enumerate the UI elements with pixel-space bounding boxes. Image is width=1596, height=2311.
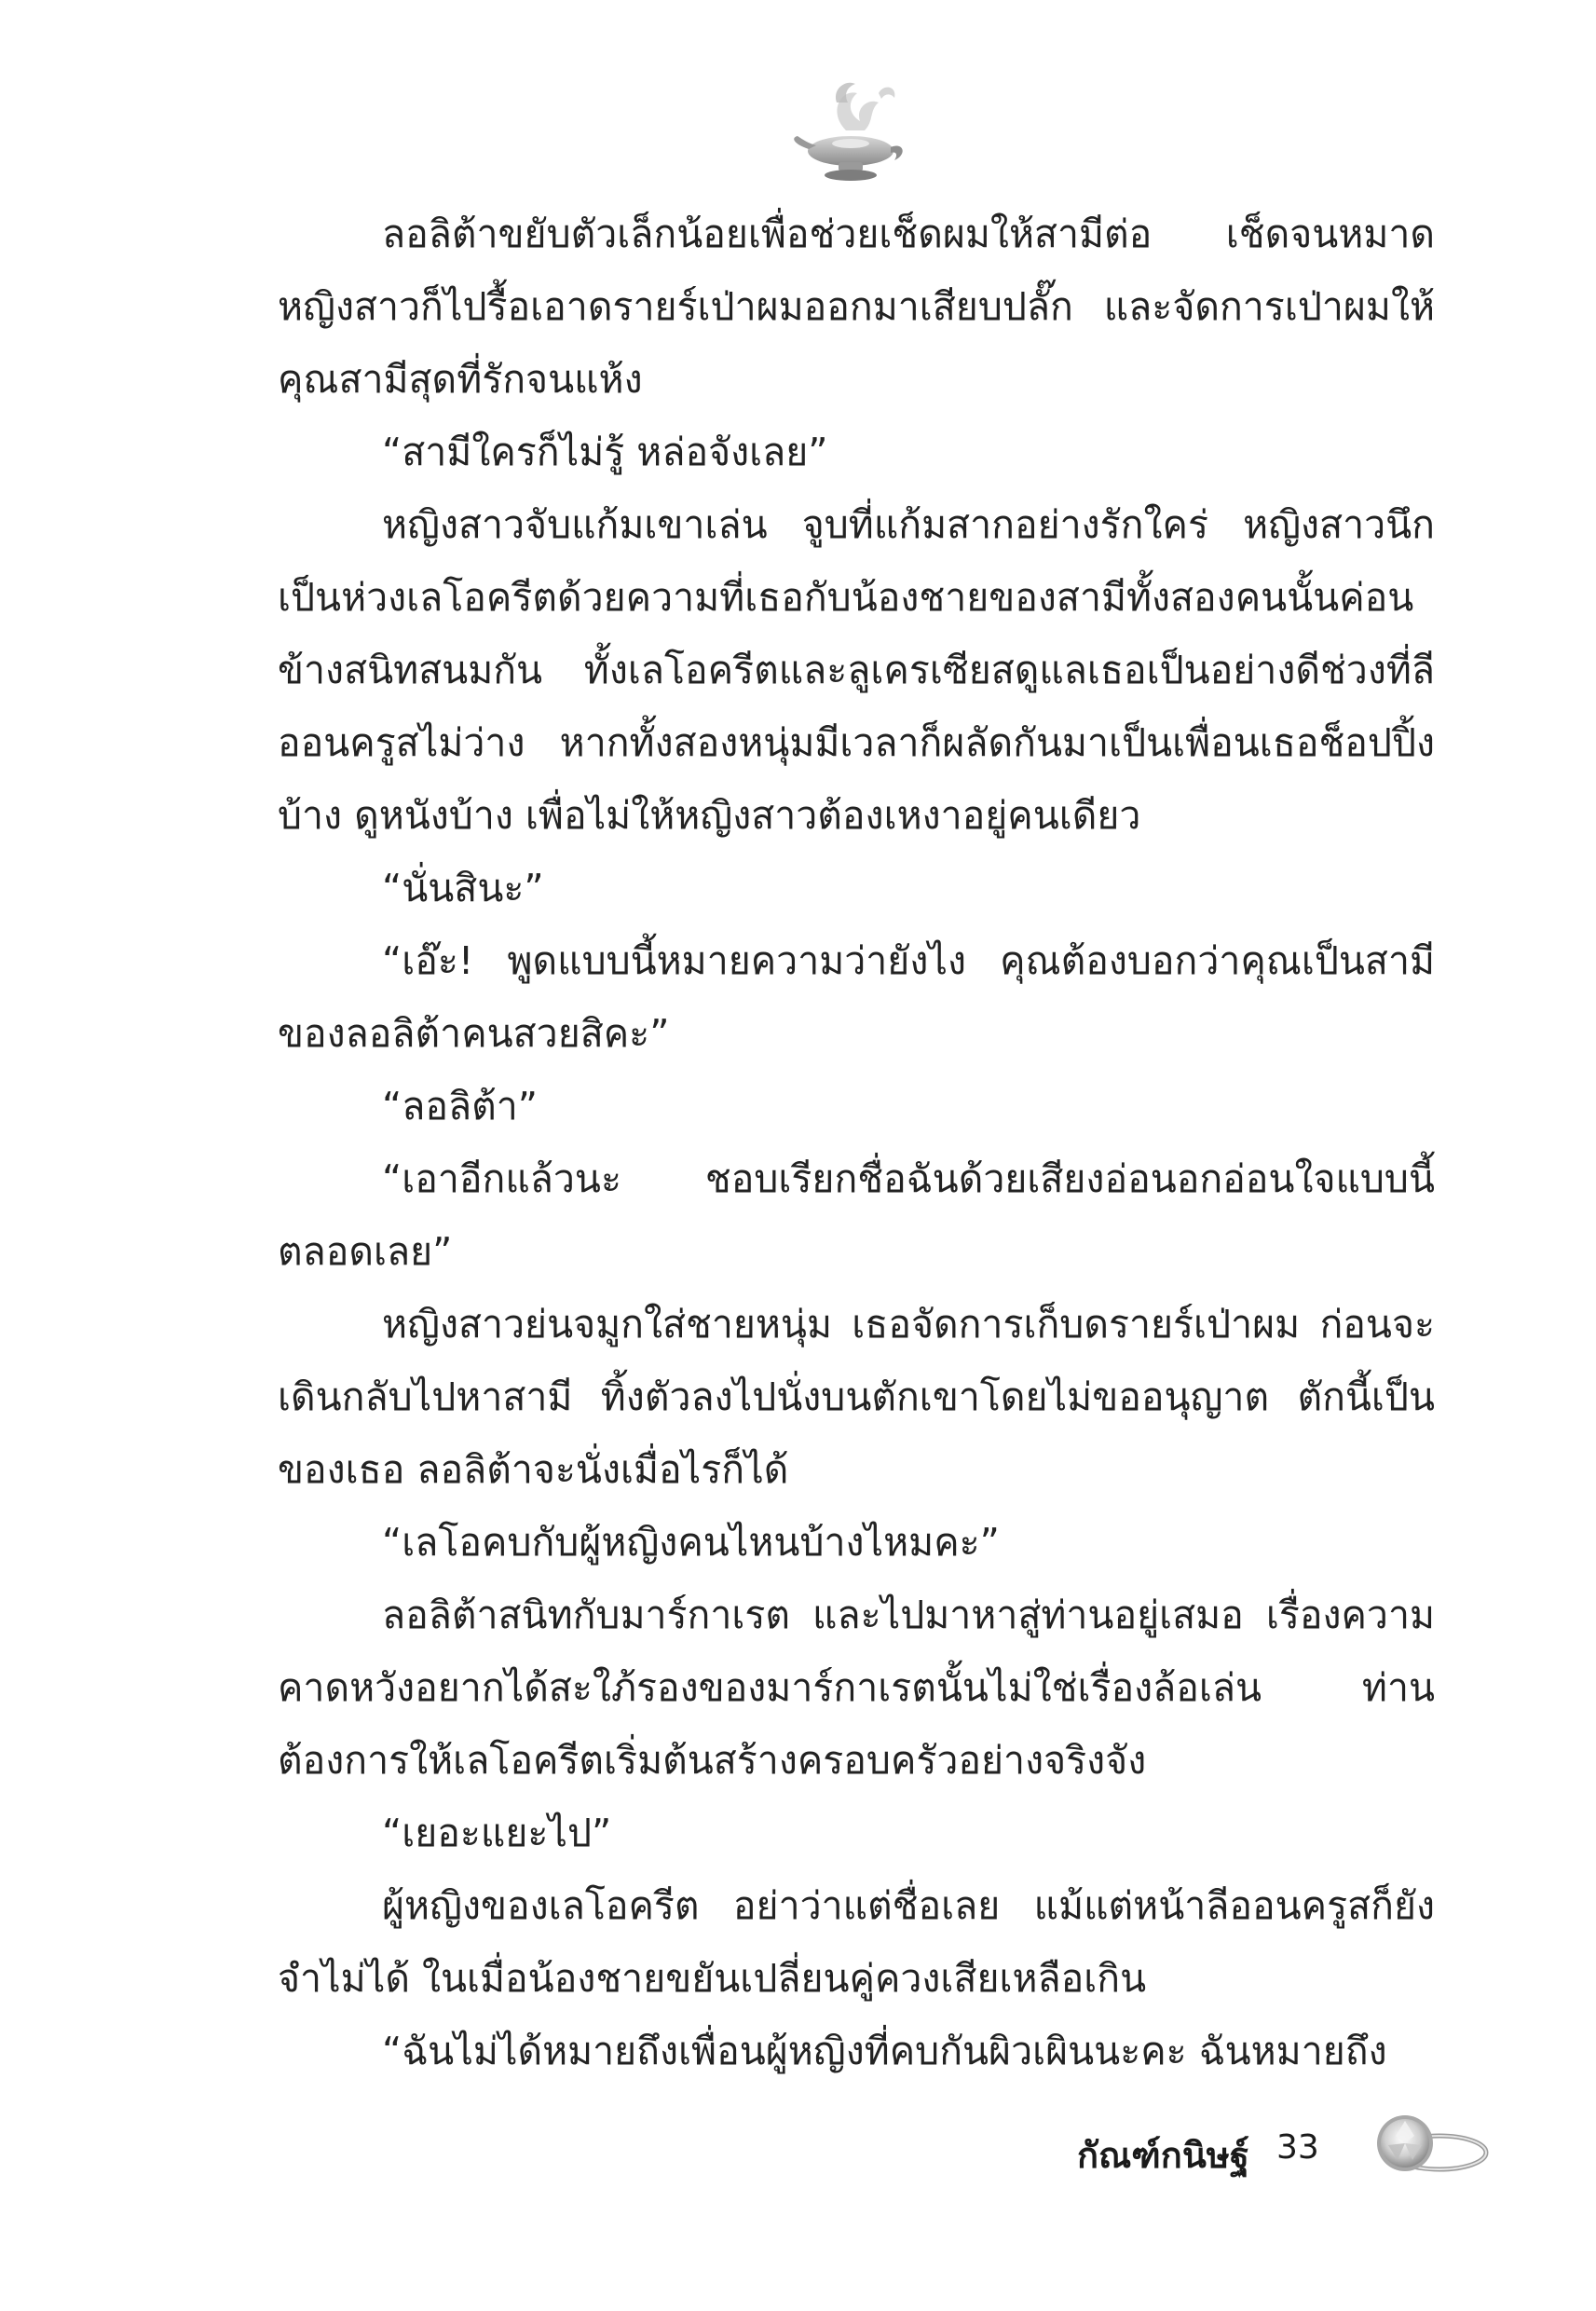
paragraph: “ฉันไม่ได้หมายถึงเพื่อนผู้หญิงที่คบกันผิวเผินนะคะ ฉันหมายถึง	[382, 2029, 1387, 2073]
paragraph: “เยอะแยะไป”	[382, 1811, 612, 1855]
paragraph: “เลโอคบกับผู้หญิงคนไหนบ้างไหมคะ”	[382, 1520, 1000, 1565]
page-number: 33	[1276, 2128, 1319, 2167]
paragraph: หญิงสาวจับแก้มเขาเล่น จูบที่แก้มสากอย่างรักใคร่ หญิงสาวนึกเป็นห่วงเลโอครีตด้วยความที่เธอกับน้องชายของสามีทั้งสองคนนั้นค่อนข้างสนิทสนมกัน ทั้งเลโอครีตและลูเครเซียสดูแลเธอเป็นอย่างดีช่วงที่ลีออนครูสไม่ว่าง หากทั้งสองหนุ่มมีเวลาก็ผลัดกันมาเป็นเพื่อนเธอช็อปปิ้งบ้าง ดูหนังบ้าง เพื่อไม่ให้หญิงสาวต้องเหงาอยู่คนเดียว	[278, 502, 1435, 838]
paragraph: หญิงสาวย่นจมูกใส่ชายหนุ่ม เธอจัดการเก็บดรายร์เป่าผม ก่อนจะเดินกลับไปหาสามี ทิ้งตัวลงไปนั่งบนตักเขาโดยไม่ขออนุญาต ตักนี้เป็นของเธอ ลอลิต้าจะนั่งเมื่อไรก็ได้	[278, 1302, 1435, 1492]
paragraph: “เอ๊ะ! พูดแบบนี้หมายความว่ายังไง คุณต้องบอกว่าคุณเป็นสามีของลอลิต้าคนสวยสิคะ”	[278, 938, 1435, 1056]
diamond-ring-icon	[1360, 2104, 1491, 2188]
body-text	[278, 198, 1435, 2087]
paragraph: “ลอลิต้า”	[382, 1084, 539, 1128]
magic-lamp-ornament-icon	[790, 65, 911, 196]
paragraph: “เอาอีกแล้วนะ ชอบเรียกชื่อฉันด้วยเสียงอ่อนอกอ่อนใจแบบนี้ตลอดเลย”	[278, 1156, 1435, 1274]
book-title: กัณฑ์กนิษฐ์	[1077, 2135, 1249, 2176]
paragraph: ลอลิต้าขยับตัวเล็กน้อยเพื่อช่วยเช็ดผมให้สามีต่อ เช็ดจนหมาด หญิงสาวก็ไปรื้อเอาดรายร์เป่าผมออกมาเสียบปลั๊ก และจัดการเป่าผมให้คุณสามีสุดที่รักจนแห้ง	[278, 212, 1435, 402]
page-footer	[1025, 2104, 1509, 2188]
paragraph: “นั่นสินะ”	[382, 866, 544, 910]
paragraph: “สามีใครก็ไม่รู้ หล่อจังเลย”	[382, 430, 828, 474]
paragraph: ผู้หญิงของเลโอครีต อย่าว่าแต่ชื่อเลย แม้แต่หน้าลีออนครูสก็ยังจำไม่ได้ ในเมื่อน้องชายขยันเปลี่ยนคู่ควงเสียเหลือเกิน	[278, 1883, 1435, 2001]
paragraph: ลอลิต้าสนิทกับมาร์กาเรต และไปมาหาสู่ท่านอยู่เสมอ เรื่องความคาดหวังอยากได้สะใภ้รองของมาร์กาเรตนั้นไม่ใช่เรื่องล้อเล่น ท่านต้องการให้เลโอครีตเริ่มต้นสร้างครอบครัวอย่างจริงจัง	[278, 1593, 1435, 1783]
